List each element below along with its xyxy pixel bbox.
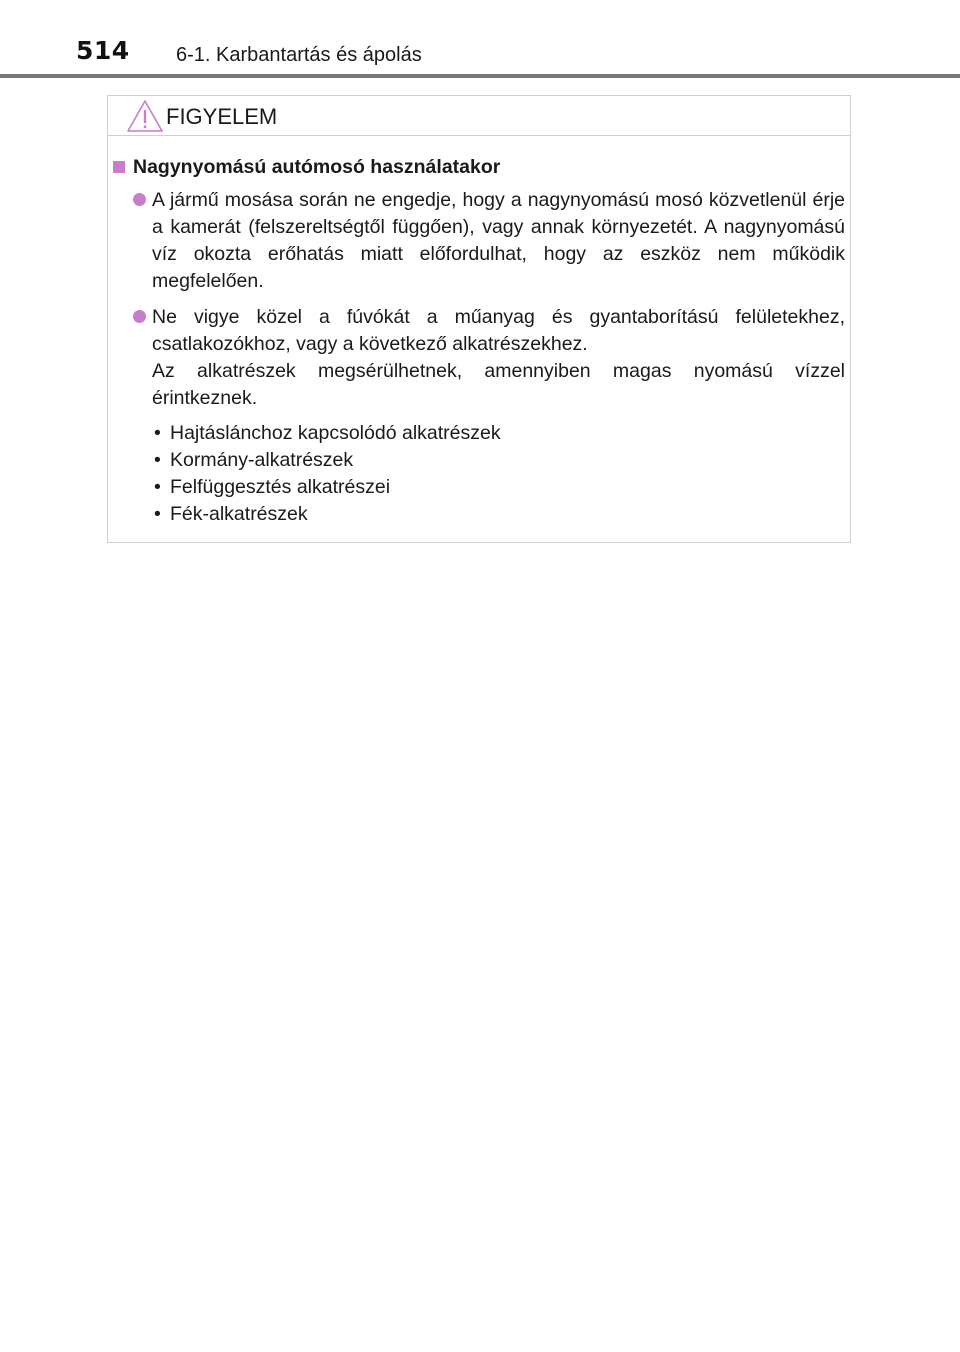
item-text: Ne vigye közel a fúvókát a műanyag és gyantaborítású felületekhez, csatlakozókhoz, vagy a következő alkatrészekhez. xyxy=(152,306,845,355)
section-title: Nagynyomású autómosó használatakor xyxy=(133,155,501,178)
page-header xyxy=(0,0,960,78)
circle-bullet-icon xyxy=(133,193,146,206)
sub-list-item: • Hajtásláncho​z kapcsolódó alkatrészek xyxy=(152,420,845,447)
chapter-title: 6-1. Karbantartás és ápolás xyxy=(176,44,422,66)
sub-list xyxy=(152,420,845,528)
warning-box xyxy=(107,95,851,543)
square-bullet-icon xyxy=(113,161,125,173)
header-rule xyxy=(0,74,960,78)
section-heading xyxy=(113,153,845,181)
circle-bullet-icon xyxy=(133,310,146,323)
item-text-continued: Az alkatrészek megsérülhetnek, amennyiben magas nyomású vízzel érintkeznek. xyxy=(152,360,845,409)
warning-section xyxy=(113,153,845,528)
warning-title: FIGYELEM xyxy=(166,104,278,129)
sub-list-item: • Felfüggesztés alkatrészei xyxy=(152,474,845,501)
list-item xyxy=(113,304,845,528)
warning-header xyxy=(108,96,850,136)
warning-triangle-icon xyxy=(126,99,164,133)
sub-list-item: • Fék-alkatrészek xyxy=(152,501,845,528)
page-number: 514 xyxy=(76,36,130,65)
item-text: A jármű mosása során ne engedje, hogy a nagynyomású mosó közvetlenül érje a kamerát (felszereltségtől függően), vagy annak környezetét. A nagynyomású víz okozta erőhatás miatt előfordulhat, hogy az eszköz nem működik megfelelően. xyxy=(152,189,845,292)
list-item xyxy=(113,187,845,295)
sub-list-item: • Kormány-alkatrészek xyxy=(152,447,845,474)
